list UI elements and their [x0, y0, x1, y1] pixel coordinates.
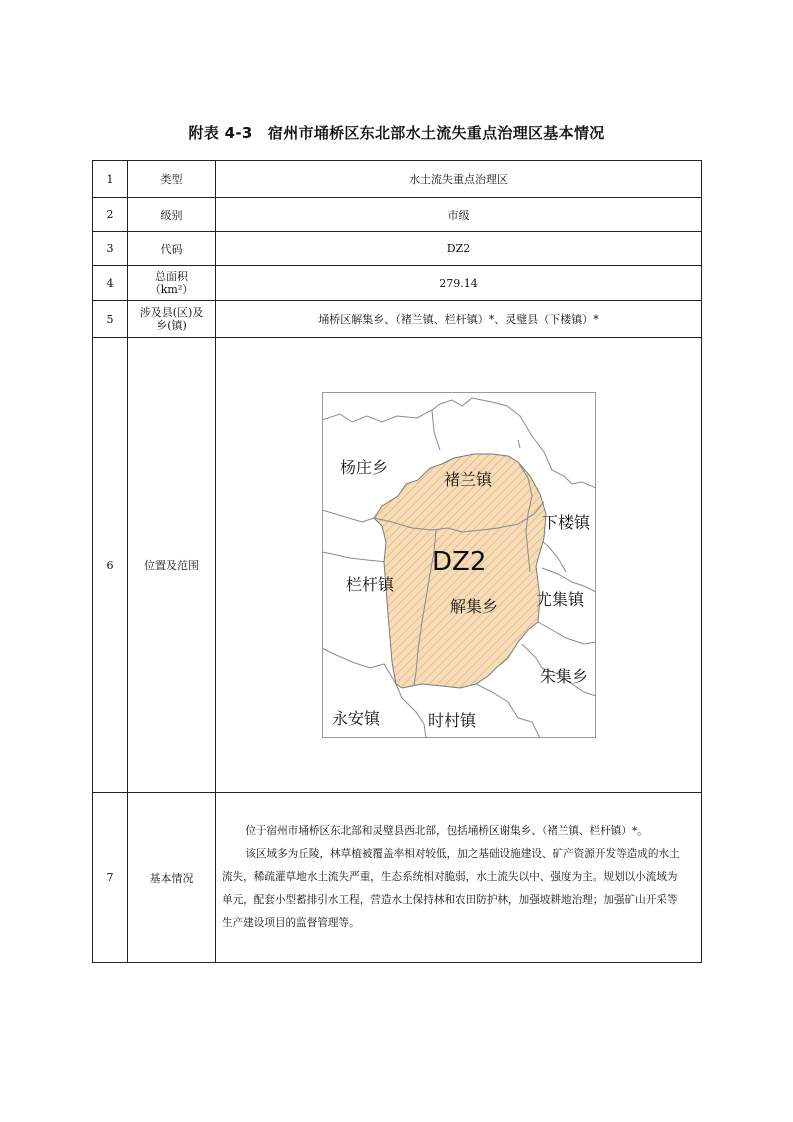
page-title: 附表 4-3 宿州市埇桥区东北部水土流失重点治理区基本情况: [188, 124, 605, 142]
town-label: 解集乡: [449, 597, 498, 616]
overview-paragraph: 该区域多为丘陵，林草植被覆盖率相对较低，加之基础设施建设、矿产资源开发等造成的水土流失，稀疏灌草地水土流失严重，生态系统相对脆弱，水土流失以中、强度为主。规划以小流域为单元，配套小型蓄排引水工程，营造水土保持林和农田防护林，加强坡耕地治理；加强矿山开采等生产建设项目的监督管理等。: [222, 848, 680, 929]
town-label: 朱集乡: [539, 667, 588, 686]
row-number: 3: [93, 232, 128, 266]
row-label-level: 级别: [128, 198, 216, 232]
town-label: 褚兰镇: [443, 470, 492, 489]
row-number: 1: [93, 161, 128, 198]
row-number: 7: [93, 793, 128, 963]
row-number: 5: [93, 301, 128, 338]
row-label-type: 类型: [128, 161, 216, 198]
table-row: [93, 266, 702, 301]
row-label-overview: 基本情况: [128, 793, 216, 963]
table-row: [93, 338, 702, 793]
row-value-type: 水土流失重点治理区: [216, 161, 702, 198]
row-label-area-line2: （km²）: [149, 283, 194, 296]
row-value-area: 279.14: [216, 266, 702, 301]
row-label-towns-line2: 乡(镇): [156, 319, 187, 332]
town-label: 栏杆镇: [345, 575, 394, 594]
row-value-location: [216, 338, 702, 793]
town-label: 永安镇: [331, 709, 380, 728]
info-table: [92, 160, 702, 963]
row-label-area: [128, 266, 216, 301]
table-row: [93, 232, 702, 266]
row-label-towns: [128, 301, 216, 338]
row-value-towns: 埇桥区解集乡、（褚兰镇、栏杆镇）*、灵璧县（下楼镇）*: [216, 301, 702, 338]
row-label-towns-line1: 涉及县(区)及: [139, 306, 204, 319]
row-label-area-line1: 总面积: [155, 270, 188, 283]
table-row: [93, 793, 702, 963]
map-svg: [322, 392, 596, 738]
overview-paragraph: 位于宿州市埇桥区东北部和灵璧县西北部，包括埇桥区谢集乡、（褚兰镇、栏杆镇）*。: [245, 825, 648, 837]
location-map: [322, 392, 596, 738]
row-value-level: 市级: [216, 198, 702, 232]
row-number: 2: [93, 198, 128, 232]
row-number: 6: [93, 338, 128, 793]
row-label-location: 位置及范围: [128, 338, 216, 793]
town-label: 时村镇: [427, 711, 476, 730]
row-value-code: DZ2: [216, 232, 702, 266]
row-label-code: 代码: [128, 232, 216, 266]
table-row: [93, 301, 702, 338]
town-label: 杨庄乡: [339, 458, 388, 477]
row-value-overview: [216, 793, 702, 963]
row-number: 4: [93, 266, 128, 301]
table-row: [93, 198, 702, 232]
town-label: 下楼镇: [541, 513, 590, 532]
town-label: 尤集镇: [535, 590, 584, 609]
table-row: [93, 161, 702, 198]
zone-code-label: DZ2: [431, 547, 486, 577]
